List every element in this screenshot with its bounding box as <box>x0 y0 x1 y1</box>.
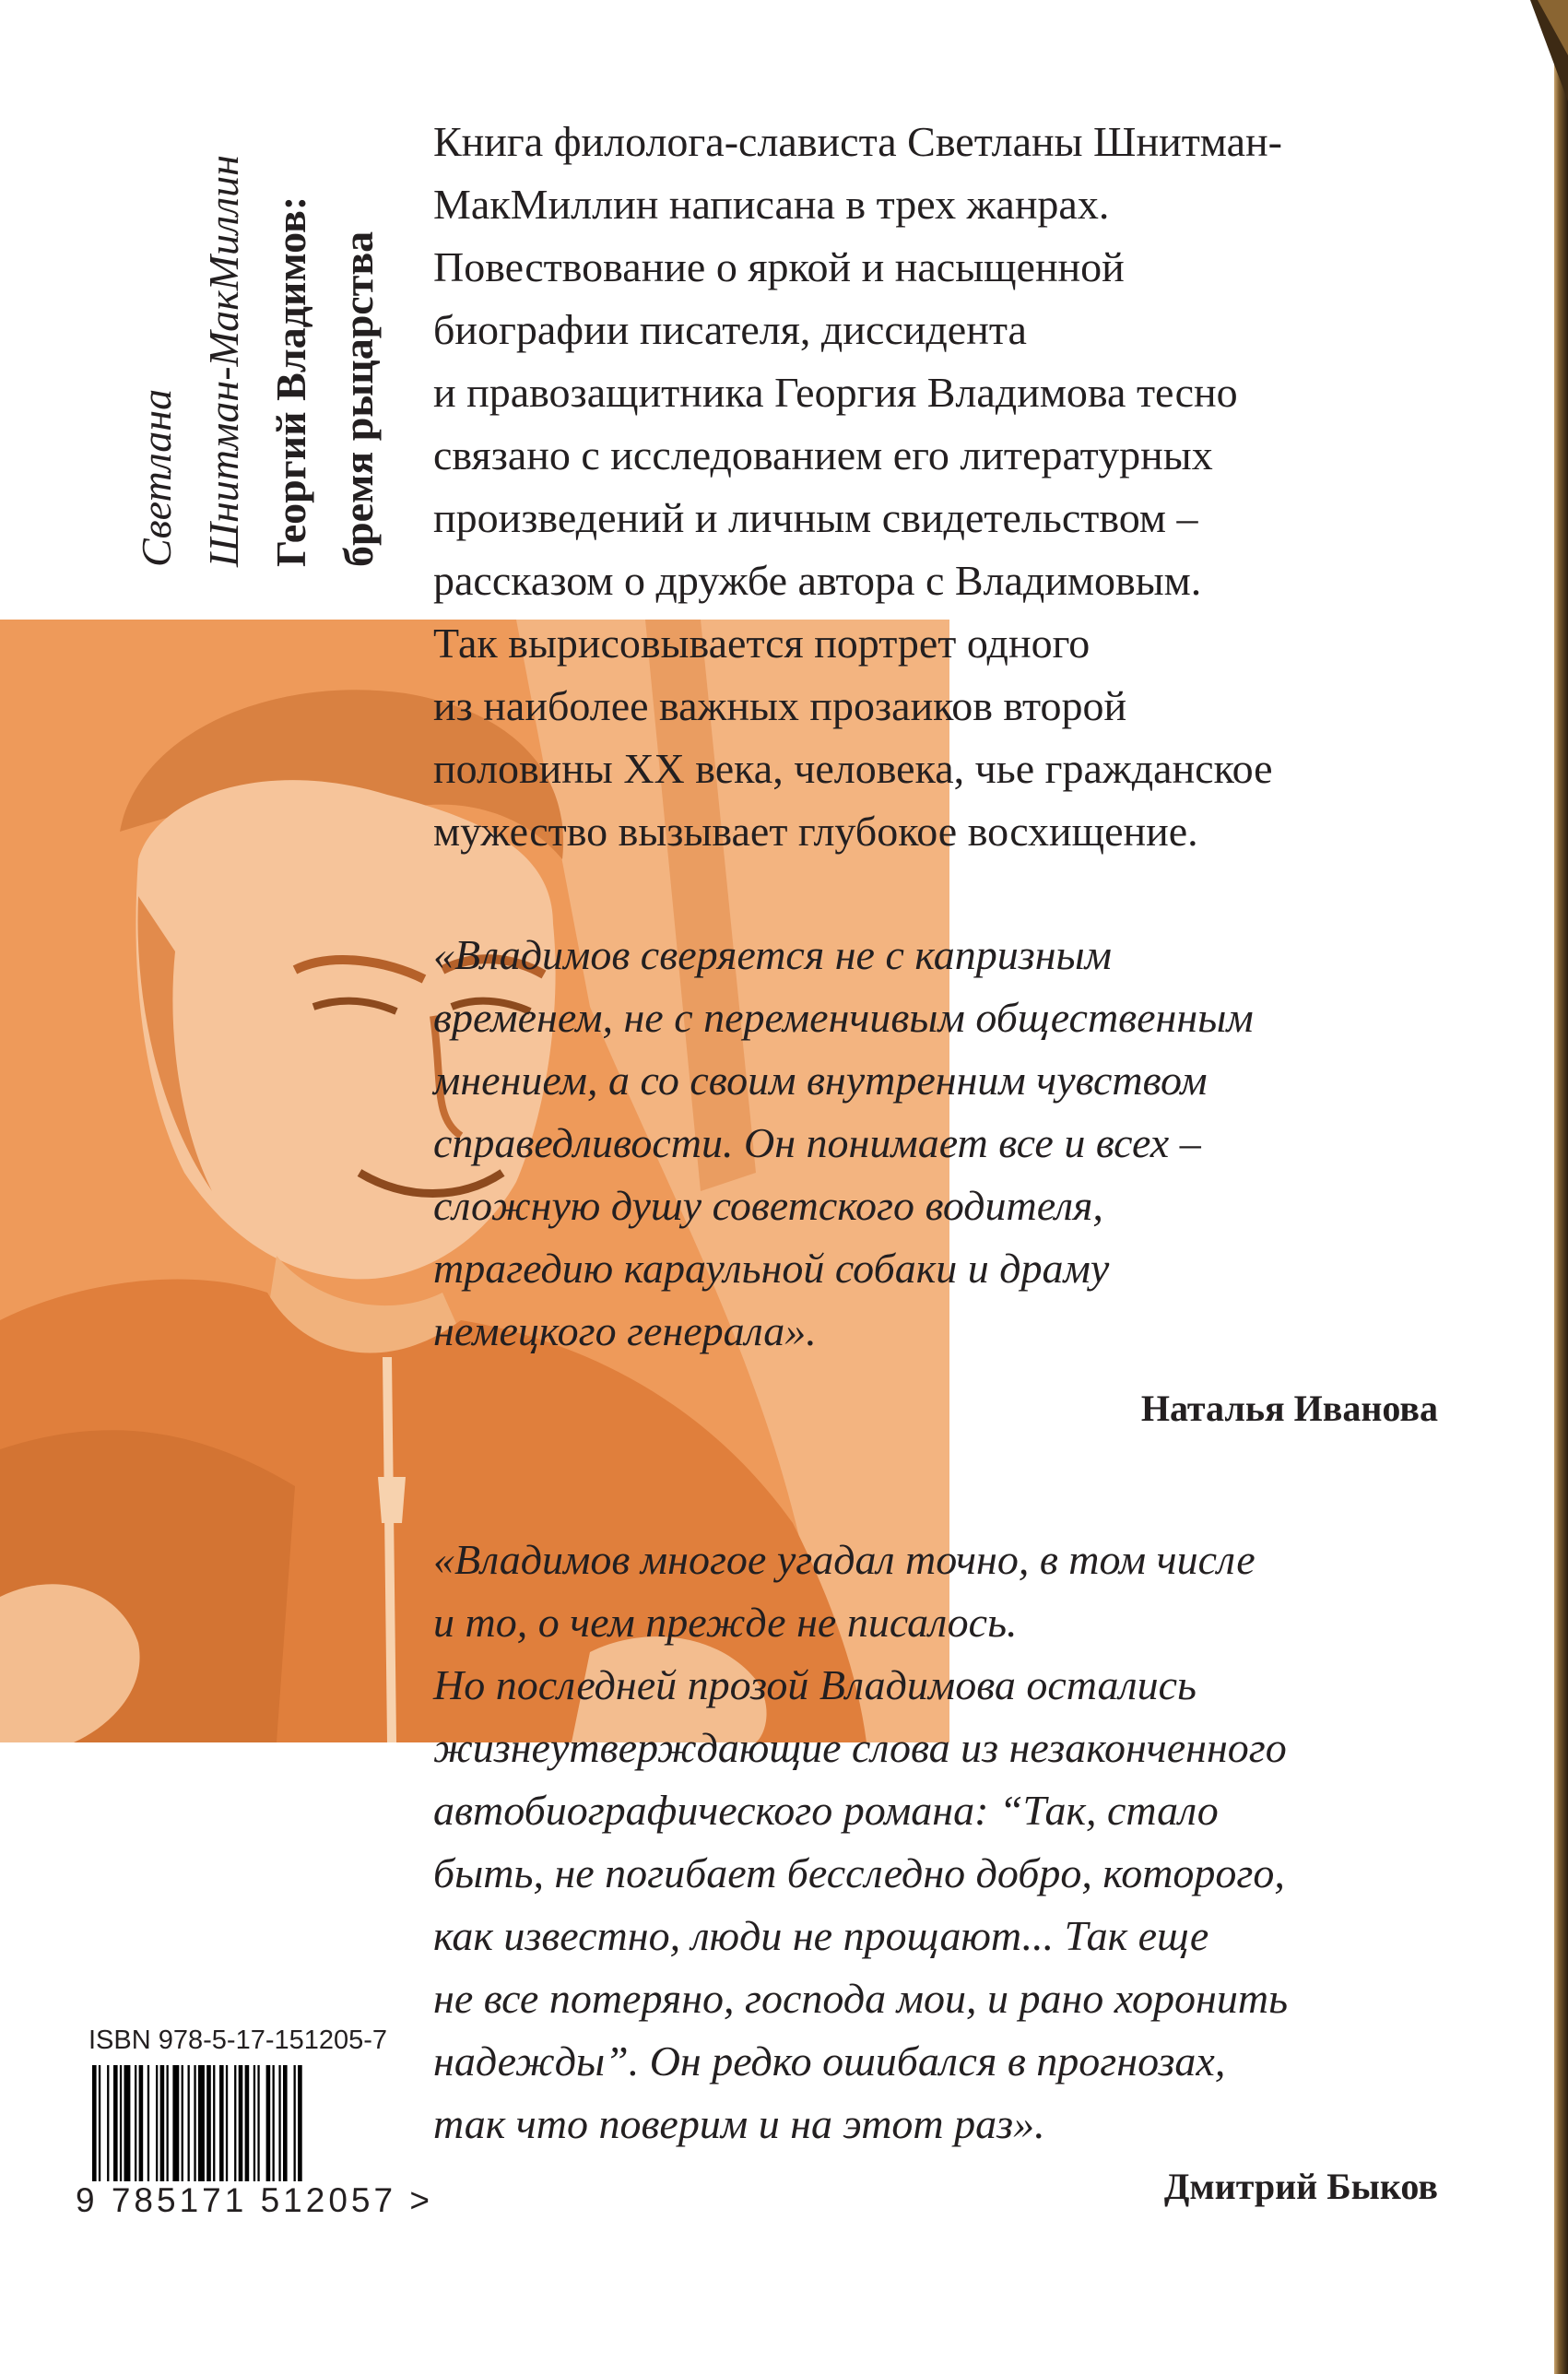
blurb-line: и правозащитника Георгия Владимова тесно <box>433 369 1238 416</box>
spine-title-line2: бремя рыцарства <box>335 230 382 567</box>
review-quote-2 <box>433 1529 1466 2155</box>
spine-author-first-name: Светлана <box>133 388 180 567</box>
blurb-line: МакМиллин написана в трех жанрах. <box>433 181 1110 228</box>
blurb-line: мужество вызывает глубокое восхищение. <box>433 808 1198 855</box>
quote-line: Но последней прозой Владимова остались <box>433 1661 1197 1708</box>
book-blurb <box>433 111 1466 863</box>
quote-line: справедливости. Он понимает все и всех – <box>433 1119 1201 1166</box>
blurb-line: из наиболее важных прозаиков второй <box>433 682 1127 729</box>
spine-author-surname: Шнитман-МакМиллин <box>200 155 247 567</box>
quote-line: «Владимов сверяется не с капризным <box>433 931 1113 978</box>
quote-line: жизнеутверждающие слова из незаконченного <box>433 1724 1287 1771</box>
isbn-label: ISBN 978-5-17-151205-7 <box>88 2026 388 2055</box>
quote-line: мнением, а со своим внутренним чувством <box>433 1057 1208 1104</box>
quote-line: надежды”. Он редко ошибался в прогнозах, <box>433 2037 1226 2085</box>
quote-line: трагедию караульной собаки и драму <box>433 1245 1110 1292</box>
quote-line: как известно, люди не прощают... Так еще <box>433 1912 1209 1959</box>
quote-line: так что поверим и на этот раз». <box>433 2100 1045 2147</box>
quote-line: автобиографического романа: “Так, стало <box>433 1787 1219 1834</box>
blurb-line: связано с исследованием его литературных <box>433 431 1213 478</box>
review-quote-1 <box>433 924 1466 1363</box>
blurb-line: Повествование о яркой и насыщенной <box>433 243 1125 290</box>
text-column <box>433 111 1466 2215</box>
blurb-line: биографии писателя, диссидента <box>433 306 1027 353</box>
edge-fold-shape <box>1530 0 1568 101</box>
quote-line: временем, не с переменчивым общественным <box>433 994 1254 1041</box>
quote-line: «Владимов многое угадал точно, в том числе <box>433 1536 1256 1583</box>
quote-line: и то, о чем прежде не писалось. <box>433 1599 1018 1646</box>
blurb-line: произведений и личным свидетельством – <box>433 494 1198 541</box>
quote-2-attribution: Дмитрий Быков <box>1163 2166 1438 2207</box>
quote-line: немецкого генерала». <box>433 1307 817 1354</box>
quote-line: сложную душу советского водителя, <box>433 1182 1103 1229</box>
quote-line: не все потеряно, господа мои, и рано хоронить <box>433 1975 1289 2022</box>
quote-1-attribution: Наталья Иванова <box>1140 1388 1438 1429</box>
blurb-line: Так вырисовывается портрет одного <box>433 620 1091 667</box>
barcode-icon <box>85 2065 398 2194</box>
edge-strip <box>1554 0 1568 2374</box>
spine-title-line1: Георгий Владимов: <box>267 195 314 567</box>
blurb-line: Книга филолога-слависта Светланы Шнитман- <box>433 118 1282 165</box>
blurb-line: рассказом о дружбе автора с Владимовым. <box>433 557 1202 604</box>
blurb-line: половины XX века, человека, чье гражданское <box>433 745 1273 792</box>
barcode-digits: 9 785171 512057 > <box>72 2181 437 2220</box>
quote-line: быть, не погибает бесследно добро, которого, <box>433 1849 1285 1896</box>
